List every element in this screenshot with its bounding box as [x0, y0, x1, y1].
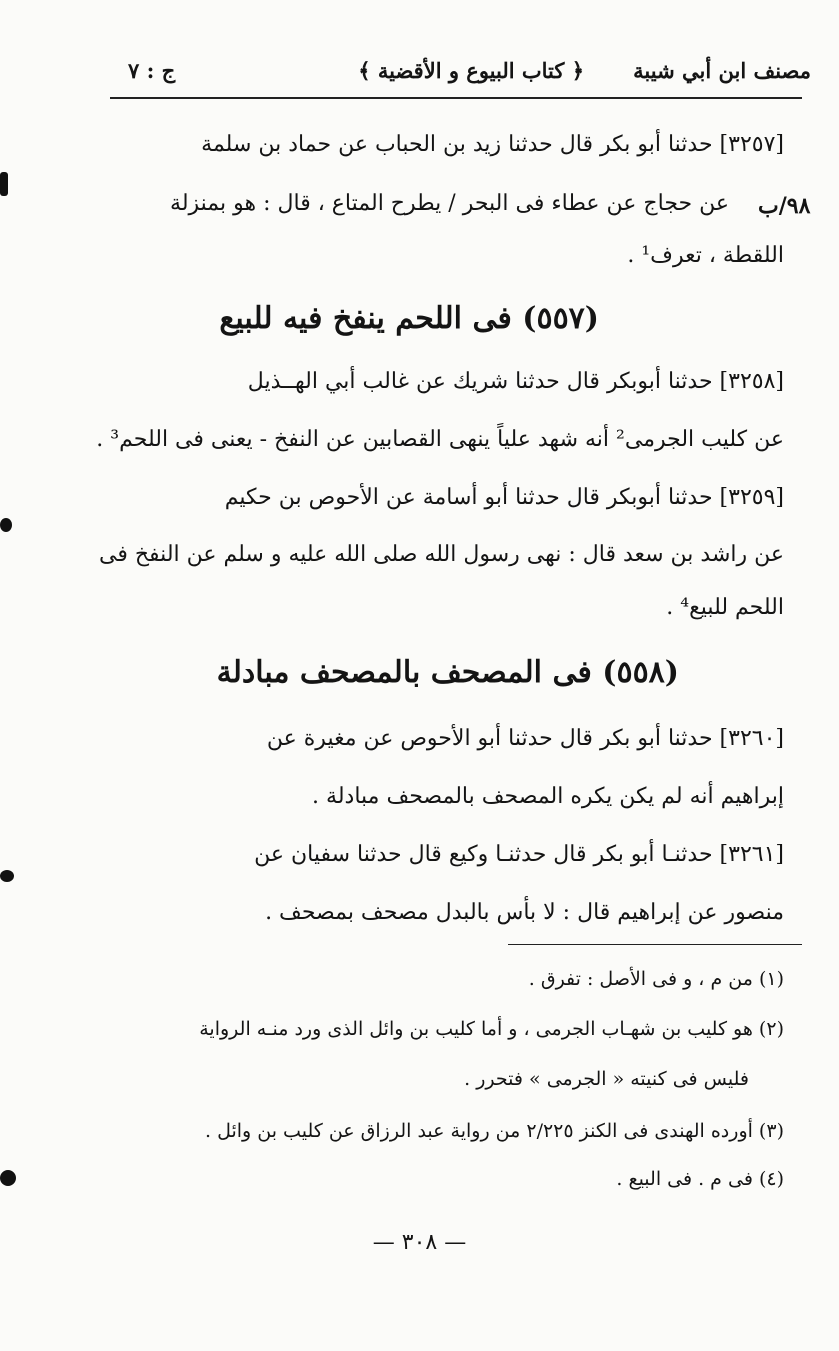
hadith-3257-line-2: عن حجاج عن عطاء فى البحر / يطرح المتاع ، قال : هو بمنزلة — [170, 191, 729, 216]
scan-mark-2 — [0, 518, 12, 532]
hadith-3260-line-1: [٣٢٦٠] حدثنا أبو بكر قال حدثنا أبو الأحوص عن مغيرة عن — [266, 726, 784, 751]
folio-marker: ٩٨/ب — [758, 193, 811, 219]
hadith-3261-line-2: منصور عن إبراهيم قال : لا بأس بالبدل مصحف بمصحف . — [265, 900, 784, 925]
scan-mark-1 — [0, 172, 8, 196]
footnote-rule — [508, 944, 802, 945]
section-558-heading: (٥٥٨) فى المصحف بالمصحف مبادلة — [216, 655, 679, 690]
header-volume: ج : ٧ — [128, 58, 176, 83]
hadith-3259-line-2: عن راشد بن سعد قال : نهى رسول الله صلى الله عليه و سلم عن النفخ فى — [99, 542, 784, 567]
footnote-2-line-2: فليس فى كنيته « الجرمى » فتحرر . — [464, 1068, 749, 1090]
scan-mark-3 — [0, 870, 14, 882]
section-557-heading: (٥٥٧) فى اللحم ينفخ فيه للبيع — [219, 301, 599, 336]
header-book-title: مصنف ابن أبي شيبة — [633, 58, 811, 83]
footnote-1: (١) من م ، و فى الأصل : تفرق . — [528, 968, 784, 990]
hadith-3258-line-1: [٣٢٥٨] حدثنا أبوبكر قال حدثنا شريك عن غالب أبي الهــذيل — [247, 369, 784, 394]
hadith-3259-line-1: [٣٢٥٩] حدثنا أبوبكر قال حدثنا أبو أسامة عن الأحوص بن حكيم — [224, 485, 784, 510]
hadith-3259-line-3: اللحم للبيع⁴ . — [666, 595, 784, 620]
footnote-3: (٣) أورده الهندى فى الكنز ٢/٢٢٥ من رواية عبد الرزاق عن كليب بن وائل . — [205, 1120, 784, 1142]
header-chapter-title: ﴿ كتاب البيوع و الأقضية ﴾ — [358, 58, 584, 83]
footnote-4: (٤) فى م . فى البيع . — [616, 1168, 784, 1190]
hadith-3257-line-1: [٣٢٥٧] حدثنا أبو بكر قال حدثنا زيد بن الحباب عن حماد بن سلمة — [201, 132, 784, 157]
footnote-2-line-1: (٢) هو كليب بن شهـاب الجرمى ، و أما كليب بن وائل الذى ورد منـه الرواية — [199, 1018, 784, 1040]
header-rule — [110, 97, 802, 99]
scan-mark-4 — [0, 1170, 16, 1186]
page-number: — ٣٠٨ — — [372, 1230, 467, 1255]
hadith-3258-line-2: عن كليب الجرمى² أنه شهد علياً ينهى القصابين عن النفخ - يعنى فى اللحم³ . — [96, 427, 784, 452]
hadith-3257-line-3: اللقطة ، تعرف¹ . — [627, 243, 784, 268]
hadith-3260-line-2: إبراهيم أنه لم يكن يكره المصحف بالمصحف مبادلة . — [312, 784, 784, 809]
hadith-3261-line-1: [٣٢٦١] حدثنـا أبو بكر قال حدثنـا وكيع قال حدثنا سفيان عن — [254, 842, 784, 867]
